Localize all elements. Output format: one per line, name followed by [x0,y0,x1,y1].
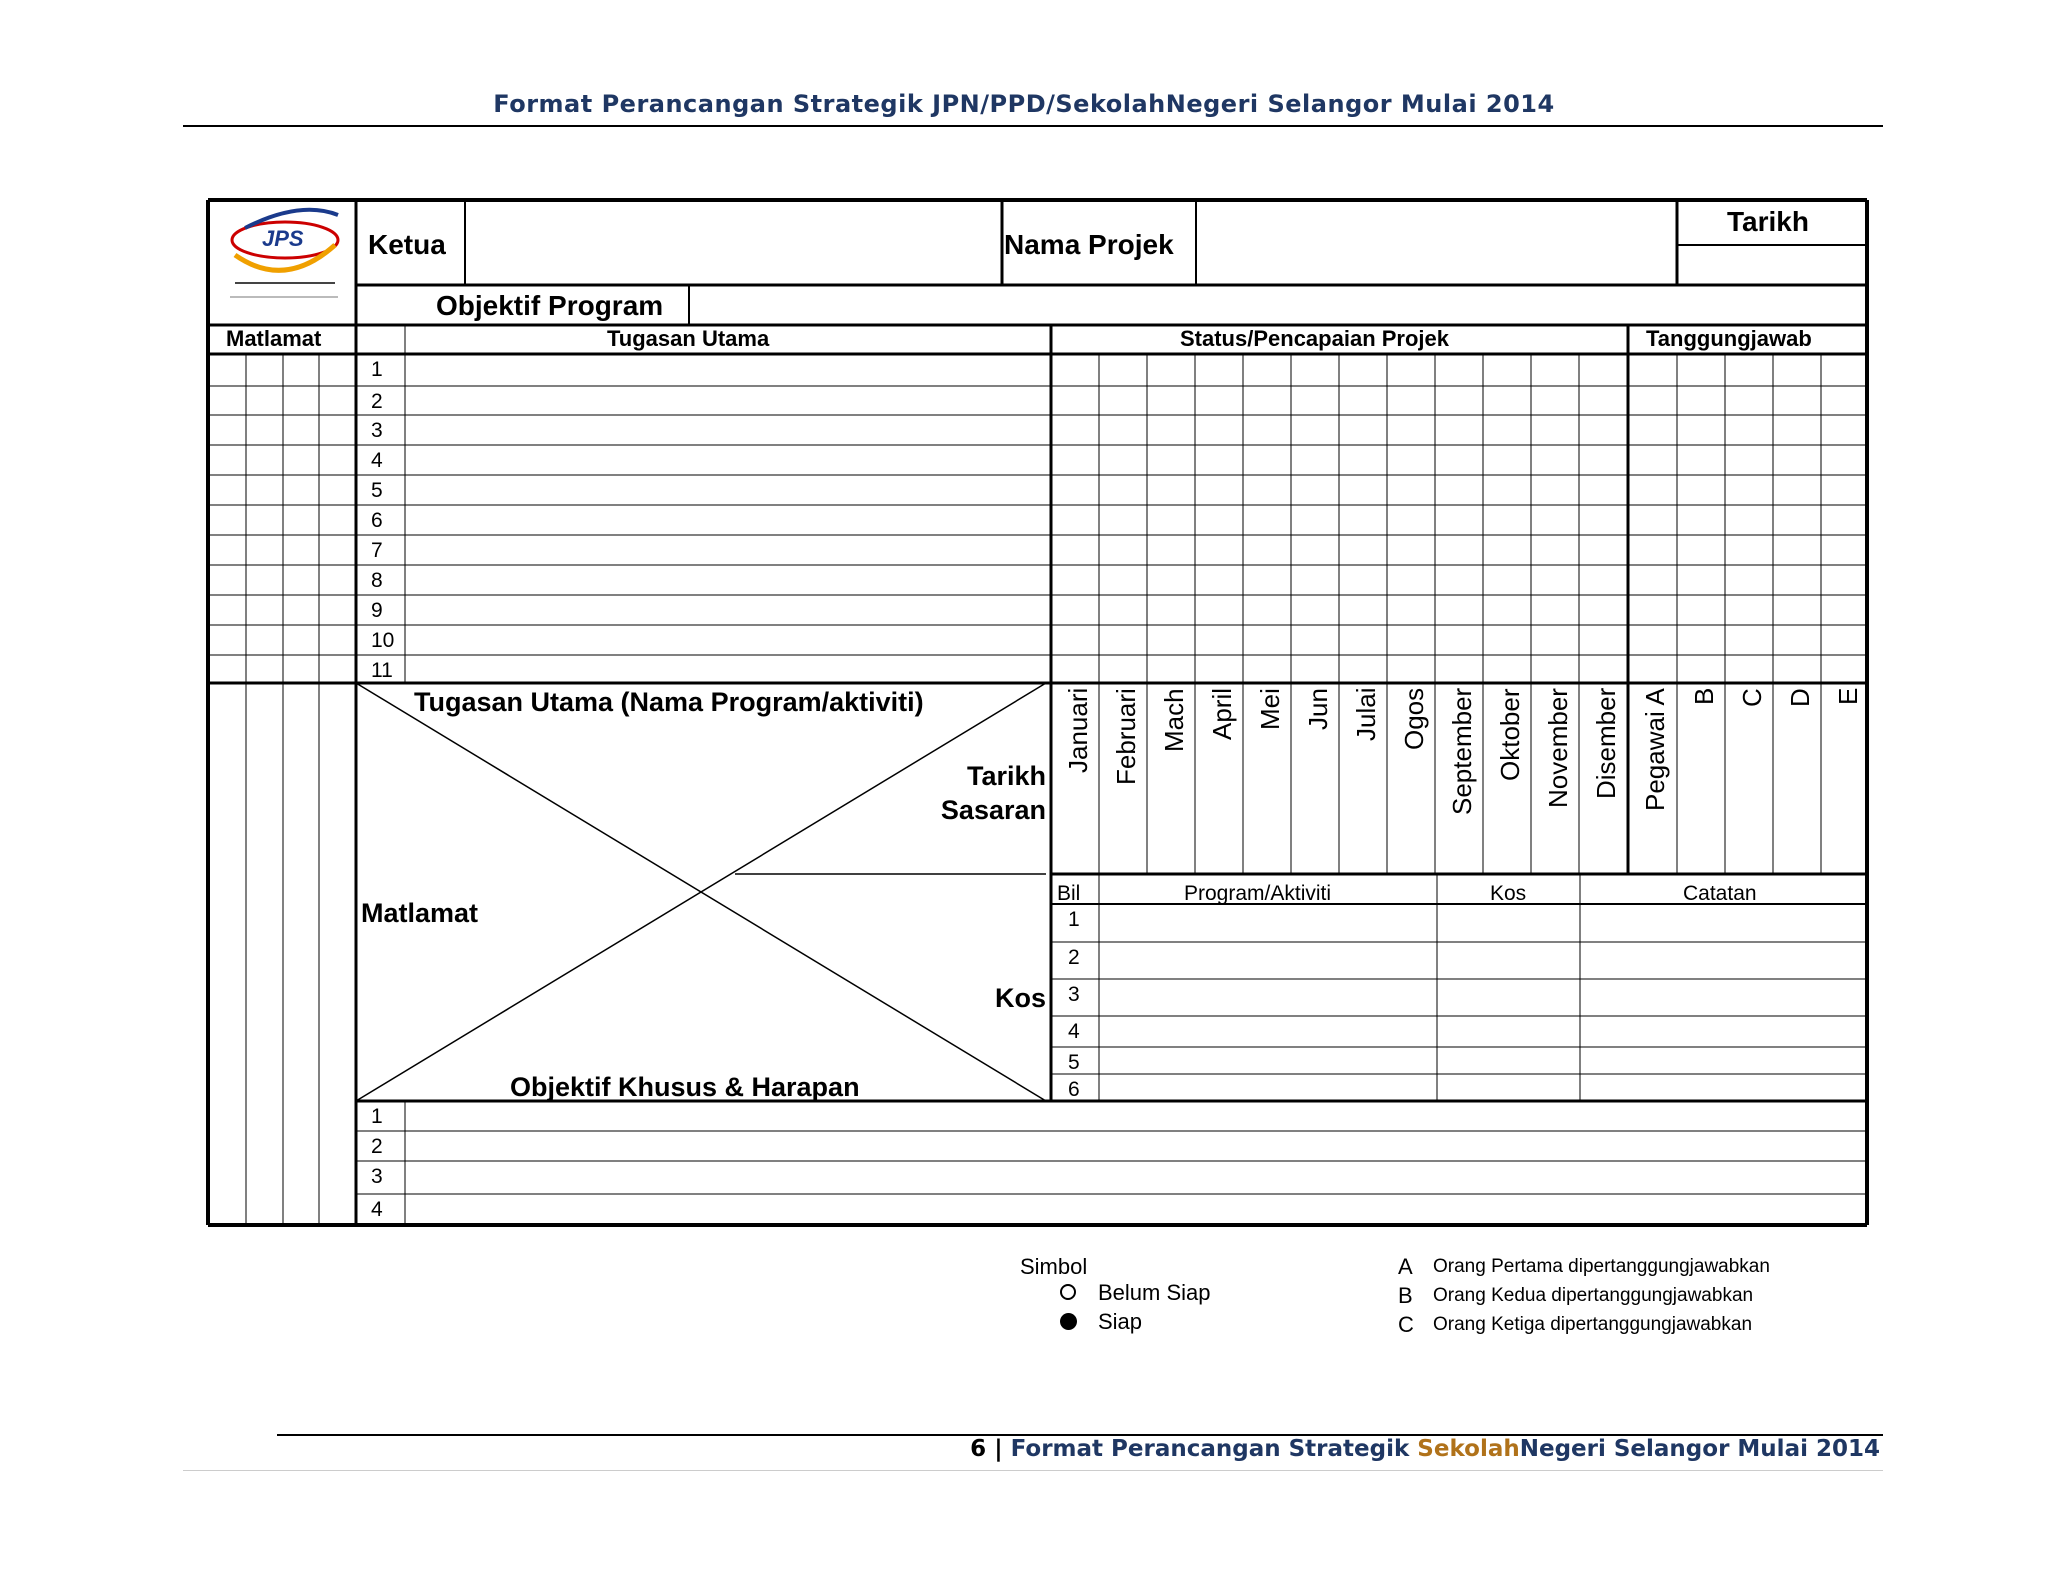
tanggungjawab-column-header: Tanggungjawab [1646,326,1812,351]
diag-tarikh-label: Tarikh [966,761,1046,791]
bil-header: Bil [1057,882,1081,905]
task-number: 9 [371,599,383,622]
month-label: November [1543,688,1573,808]
month-label: Januari [1063,687,1093,773]
objective-number: 1 [371,1105,383,1128]
legend-a-key: A [1398,1254,1413,1279]
objective-number: 2 [371,1135,383,1158]
task-number: 8 [371,569,383,592]
month-label: Jun [1303,688,1333,730]
legend-c-text: Orang Ketiga dipertanggungjawabkan [1433,1314,1753,1335]
task-number: 4 [371,449,383,472]
program-number: 2 [1068,946,1080,969]
objective-number: 4 [371,1198,383,1221]
siap-label: Siap [1098,1309,1143,1334]
program-number: 1 [1068,908,1080,931]
task-number: 3 [371,419,383,442]
footer-rule-light [183,1470,1883,1471]
responsibility-label: Pegawai A [1640,688,1670,811]
diag-objektif-label: Objektif Khusus & Harapan [510,1072,860,1102]
responsibility-label: C [1737,688,1767,707]
month-label: Oktober [1495,688,1525,781]
nama-projek-label: Nama Projek [1004,229,1174,260]
legend-title: Simbol [1020,1254,1088,1279]
legend-b-key: B [1398,1283,1413,1308]
task-number: 1 [371,358,383,381]
status-column-header: Status/Pencapaian Projek [1180,326,1449,351]
belum-siap-icon [1060,1284,1076,1300]
page-number: 6 [970,1436,987,1462]
diag-tugasan-label: Tugasan Utama (Nama Program/aktiviti) [414,687,924,717]
ketua-label: Ketua [368,229,446,260]
footer-separator: | [994,1436,1003,1462]
belum-siap-label: Belum Siap [1098,1280,1211,1305]
program-number: 3 [1068,983,1080,1006]
objective-number: 3 [371,1165,383,1188]
task-number: 2 [371,390,383,413]
page-footer [970,1436,1880,1462]
diag-kos-label: Kos [994,983,1046,1013]
month-label: September [1447,687,1477,815]
tugasan-utama-column-header: Tugasan Utama [607,326,770,351]
diag-sasaran-label: Sasaran [940,795,1046,825]
month-label: Mach [1159,688,1189,752]
month-label: Disember [1591,687,1621,799]
logo-text: JPS [262,226,304,251]
month-label: Mei [1255,688,1285,730]
kos-header: Kos [1490,882,1527,905]
program-number: 6 [1068,1078,1080,1101]
legend-c-key: C [1398,1312,1414,1337]
siap-icon [1060,1313,1077,1330]
task-number: 5 [371,479,383,502]
month-label: Julai [1351,687,1381,741]
task-number: 7 [371,539,383,562]
responsibility-label: E [1833,687,1863,705]
task-number: 11 [371,659,393,682]
footer-text-1: Format Perancangan Strategik [1010,1436,1410,1462]
catatan-header: Catatan [1683,882,1757,905]
task-number: 10 [371,629,395,652]
program-header: Program/Aktiviti [1184,882,1332,905]
diag-matlamat-label: Matlamat [361,898,479,928]
footer-text-3: Negeri Selangor Mulai 2014 [1519,1436,1880,1462]
responsibility-label: B [1689,687,1719,705]
footer-text-2: Sekolah [1417,1436,1520,1462]
program-number: 4 [1068,1020,1080,1043]
legend-a-text: Orang Pertama dipertanggungjawabkan [1433,1256,1770,1277]
tarikh-label: Tarikh [1727,206,1809,237]
legend-b-text: Orang Kedua dipertanggungjawabkan [1433,1285,1754,1306]
responsibility-label: D [1785,688,1815,707]
page-header-title: Format Perancangan Strategik JPN/PPD/SekolahNegeri Selangor Mulai 2014 [493,90,1555,118]
month-label: Februari [1111,688,1141,785]
program-number: 5 [1068,1051,1080,1074]
objektif-program-label: Objektif Program [436,290,664,321]
task-number: 6 [371,509,383,532]
month-label: Ogos [1399,687,1429,750]
month-label: April [1207,687,1237,740]
matlamat-column-header: Matlamat [226,326,322,351]
jps-logo [230,210,338,297]
